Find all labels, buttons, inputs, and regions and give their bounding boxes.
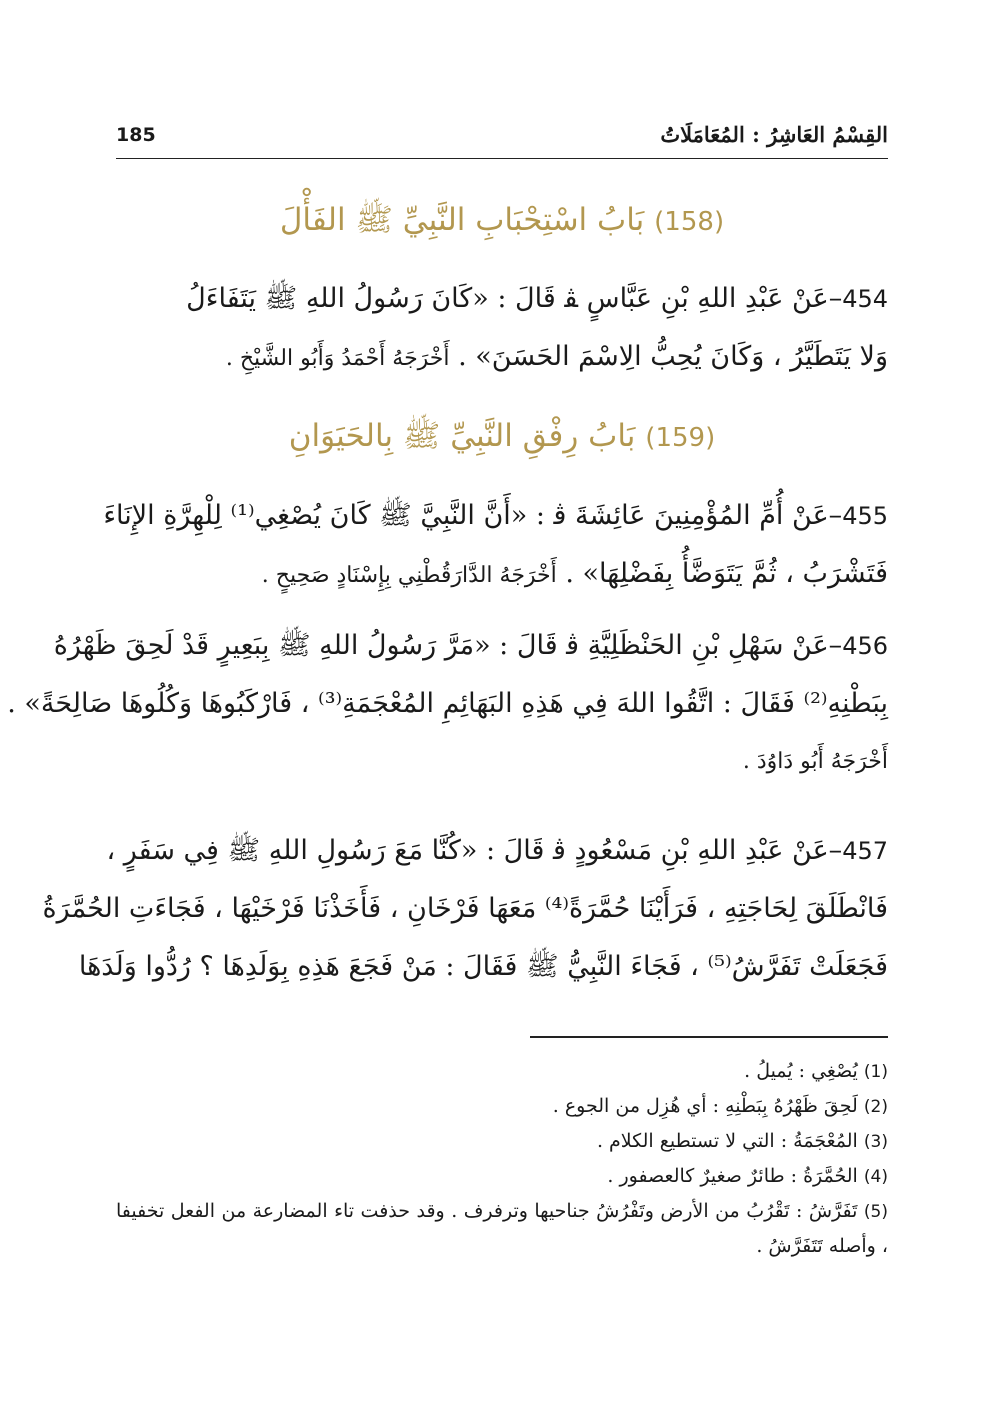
- hadith-line: [106, 822, 888, 880]
- hadith-text: فَانْطَلَقَ لِحَاجَتِهِ ، فَرَأَيْنَا حُمَّرَةً⁽⁴⁾ مَعَهَا فَرْخَانِ ، فَأَخَذْنَا فَرْخَيْهَا ، فَجَاءَتِ الحُمَّرَةُ: [42, 893, 888, 924]
- footnote-number: (5): [863, 1202, 888, 1222]
- footnote-text: المُعْجَمَةُ : التي لا تستطيع الكلام .: [596, 1130, 858, 1152]
- hadith-456: [7, 617, 888, 791]
- hadith-line: [116, 270, 888, 328]
- hadith-number: 455: [842, 502, 888, 530]
- hadith-line: [7, 675, 888, 733]
- footnote-text: تَفَرَّشُ : تَقْرُبُ من الأرض وتَفْرُشُ جناحيها وترفرف . وقد حذفت تاء المضارعة من الفعل تخفيفا ، وأصله تَتَفَرَّشُ .: [116, 1200, 888, 1257]
- chapter-number: (159): [645, 423, 716, 453]
- hadith-number: 454: [842, 285, 888, 313]
- footnote-text: لَحِقَ ظَهْرُهُ بِبَطْنِهِ : أي هُزِل من الجوع .: [552, 1095, 858, 1117]
- footnote-2: [116, 1089, 888, 1124]
- hadith-text: –عَنْ عَبْدِ اللهِ بْنِ عَبَّاسٍ ﭭ قَالَ : «كَانَ رَسُولُ اللهِ ﷺ يَتَفَاءَلُ: [186, 283, 843, 314]
- hadith-line: [116, 545, 888, 603]
- hadith-line: [42, 880, 888, 938]
- hadith-line: [103, 487, 888, 545]
- footnote-text: يُصْغِي : يُميلُ .: [744, 1060, 858, 1082]
- hadith-number: 457: [842, 837, 888, 865]
- hadith-text: –عَنْ أُمِّ المُؤْمِنِينَ عَائِشَةَ ﭬ : «أَنَّ النَّبِيَّ ﷺ كَانَ يُصْغِي⁽¹⁾ لِلْهِرَّةِ الإِنَاءَ: [103, 500, 843, 531]
- chapter-title: بَابُ اسْتِحْبَابِ النَّبِيِّ ﷺ الفَأْلَ: [279, 202, 645, 238]
- footnote-number: (2): [863, 1097, 888, 1117]
- footnote-text: الحُمَّرَةُ : طائرٌ صغيرٌ كالعصفور .: [607, 1165, 858, 1187]
- section-title: القِسْمُ العَاشِرُ : المُعَامَلَاتُ: [660, 122, 888, 147]
- footnote-4: [116, 1159, 888, 1194]
- hadith-line: [53, 617, 888, 675]
- hadith-source: أَخْرَجَهُ الدَّارَقُطْنِي بِإِسْنَادٍ صَحِيحٍ .: [261, 563, 557, 588]
- hadith-text: فَجَعَلَتْ تَفَرَّشُ⁽⁵⁾ ، فَجَاءَ النَّبِيُّ ﷺ فَقَالَ : مَنْ فَجَعَ هَذِهِ بِوَلَدِهَا ؟ رُدُّوا وَلَدَهَا: [78, 951, 888, 982]
- chapter-number: (158): [654, 207, 725, 237]
- hadith-text: بِبَطْنِهِ⁽²⁾ فَقَالَ : اتَّقُوا اللهَ فِي هَذِهِ البَهَائِمِ المُعْجَمَةِ⁽³⁾ ، فَارْكَبُوهَا وَكُلُوهَا صَالِحَةً» .: [7, 688, 888, 719]
- footnote-1: [116, 1054, 888, 1089]
- hadith-455: [103, 487, 888, 603]
- hadith-line: [78, 938, 888, 996]
- chapter-heading-159: [116, 414, 888, 460]
- hadith-source: أَخْرَجَهُ أَحْمَدُ وَأَبُو الشَّيْخِ .: [225, 346, 450, 371]
- page-number: 185: [116, 124, 156, 146]
- hadith-line: [116, 328, 888, 386]
- hadith-number: 456: [842, 632, 888, 660]
- hadith-text: –عَنْ سَهْلِ بْنِ الحَنْظَلِيَّةِ ﭬ قَالَ : «مَرَّ رَسُولُ اللهِ ﷺ بِبَعِيرٍ قَدْ لَحِقَ ظَهْرُهُ: [53, 630, 843, 661]
- footnotes: [116, 1054, 888, 1263]
- footnote-divider: [530, 1036, 888, 1038]
- hadith-454: [116, 270, 888, 386]
- footnote-number: (4): [863, 1167, 888, 1187]
- footnote-3: [116, 1124, 888, 1159]
- running-header: [116, 118, 888, 159]
- chapter-heading-158: [116, 198, 888, 244]
- footnote-number: (1): [863, 1062, 888, 1082]
- hadith-source: أَخْرَجَهُ أَبُو دَاوُدَ .: [742, 749, 888, 774]
- hadith-457: [42, 822, 888, 996]
- hadith-text: فَتَشْرَبُ ، ثُمَّ يَتَوَضَّأُ بِفَضْلِهَا» .: [556, 558, 888, 589]
- hadith-text: وَلا يَتَطَيَّرُ ، وَكَانَ يُحِبُّ الِاسْمَ الحَسَنَ» .: [449, 341, 888, 372]
- footnote-5: [116, 1194, 888, 1263]
- footnote-number: (3): [863, 1132, 888, 1152]
- hadith-text: –عَنْ عَبْدِ اللهِ بْنِ مَسْعُودٍ ﭬ قَالَ : «كُنَّا مَعَ رَسُولِ اللهِ ﷺ فِي سَفَرٍ ،: [106, 835, 843, 866]
- chapter-title: بَابُ رِفْقِ النَّبِيِّ ﷺ بِالحَيَوَانِ: [288, 418, 636, 454]
